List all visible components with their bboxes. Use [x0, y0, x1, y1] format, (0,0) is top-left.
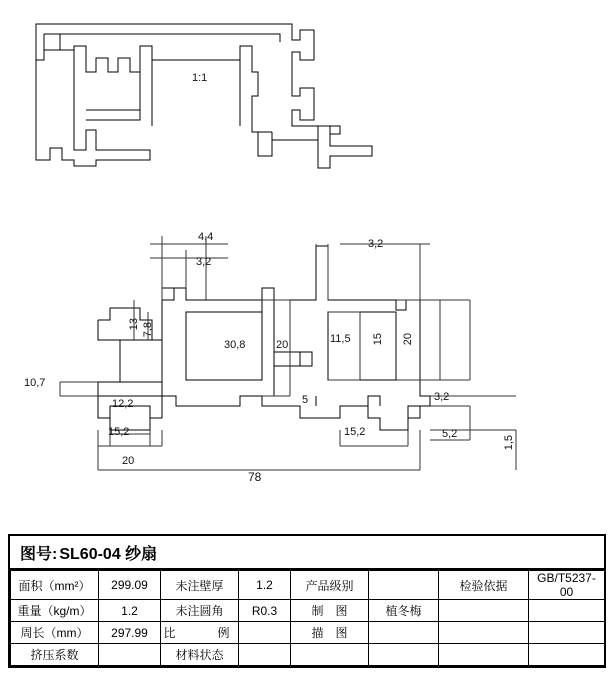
cell-drawn-label: 制 图 [291, 600, 369, 622]
spec-table [10, 570, 605, 666]
dim-4-4: 4,4 [198, 231, 214, 243]
cell-blank-r3c8 [529, 622, 605, 644]
dim-13: 13 [128, 318, 140, 331]
cell-blank-r4c8 [529, 644, 605, 666]
cell-traced-label: 描 图 [291, 622, 369, 644]
cell-blank-r4c5 [291, 644, 369, 666]
drawing-number-label: 图号: [20, 545, 58, 563]
cell-scale-value [239, 622, 291, 644]
table-row [11, 600, 605, 622]
dim-15-2-right: 15,2 [344, 426, 366, 438]
cell-scale-label: 比 例 [161, 622, 239, 644]
dim-10-7: 10,7 [24, 377, 46, 389]
table-row [11, 644, 605, 666]
dim-1-5: 1,5 [503, 435, 515, 451]
cell-blank-r3c7 [439, 622, 529, 644]
cell-blank-r2c7 [439, 600, 529, 622]
dim-12-2: 12,2 [112, 398, 134, 410]
cell-grade-value [369, 571, 439, 600]
dim-3-2-top: 3,2 [196, 256, 212, 268]
dim-20-left: 20 [122, 455, 135, 467]
cell-fillet-label: 未注圆角 [161, 600, 239, 622]
cell-blank-r4c6 [369, 644, 439, 666]
dim-3-2-top-right: 3,2 [368, 238, 384, 250]
title-block [8, 534, 606, 668]
cell-material-value [239, 644, 291, 666]
dim-5: 5 [302, 394, 309, 406]
drawing-number-value: SL60-04 纱扇 [59, 545, 158, 563]
cell-area-label: 面积（mm²） [11, 571, 99, 600]
dim-20-mid: 20 [276, 339, 289, 351]
drawing-number-row [10, 536, 604, 570]
cell-blank-r2c8 [529, 600, 605, 622]
cell-inspection-value: GB/T5237-00 [529, 571, 605, 600]
cell-drawn-value: 植冬梅 [369, 600, 439, 622]
cell-perimeter-value: 297.99 [99, 622, 161, 644]
dim-7-8: 7,8 [142, 322, 154, 338]
cell-inspection-label: 检验依据 [439, 571, 529, 600]
cell-blank-r4c7 [439, 644, 529, 666]
dim-20-right: 20 [402, 333, 414, 346]
cell-traced-value [369, 622, 439, 644]
dim-30-8: 30,8 [224, 339, 246, 351]
cell-extrusion-label: 挤压系数 [11, 644, 99, 666]
cell-weight-label: 重量（kg/m） [11, 600, 99, 622]
cell-extrusion-value [99, 644, 161, 666]
cell-material-label: 材料状态 [161, 644, 239, 666]
cell-wall-label: 未注壁厚 [161, 571, 239, 600]
dim-78-overall: 78 [248, 470, 262, 484]
dim-3-2-right: 3,2 [434, 391, 450, 403]
cell-area-value: 299.09 [99, 571, 161, 600]
dim-15-2-left: 15,2 [108, 426, 130, 438]
dim-15: 15 [372, 333, 384, 346]
dim-11-5: 11,5 [330, 333, 351, 345]
dim-5-2: 5,2 [442, 428, 458, 440]
cell-wall-value: 1.2 [239, 571, 291, 600]
cell-weight-value: 1.2 [99, 600, 161, 622]
table-row [11, 622, 605, 644]
cell-perimeter-label: 周长（mm） [11, 622, 99, 644]
table-row [11, 571, 605, 600]
scale-note: 1:1 [192, 72, 208, 84]
cell-fillet-value: R0.3 [239, 600, 291, 622]
cell-grade-label: 产品级别 [291, 571, 369, 600]
